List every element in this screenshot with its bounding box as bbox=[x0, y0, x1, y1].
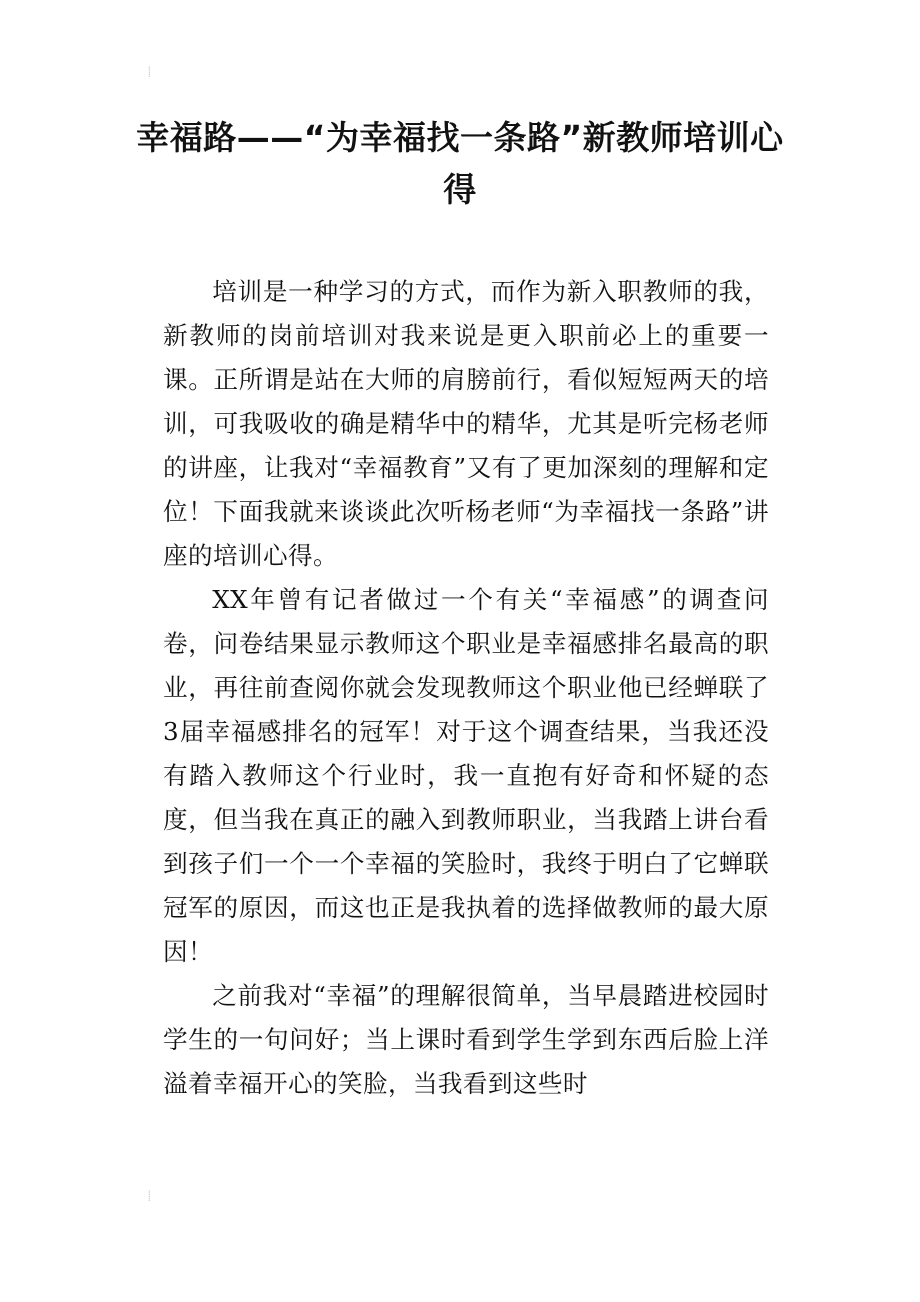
document-title: 幸福路——“为幸福找一条路”新教师培训心得 bbox=[136, 118, 784, 209]
corner-mark-icon: ⸽ bbox=[148, 67, 151, 78]
corner-mark-icon: ⸽ bbox=[148, 1191, 151, 1202]
paragraph: XX年曾有记者做过一个有关“幸福感”的调查问卷，问卷结果显示教师这个职业是幸福感排名最高的职业，再往前查阅你就会发现教师这个职业他已经蝉联了3届幸福感排名的冠军！对于这个调查结果，当我还没有踏入教师这个行业时，我一直抱有好奇和怀疑的态度，但当我在真正的融入到教师职业，当我踏上讲台看到孩子们一个一个幸福的笑脸时，我终于明白了它蝉联冠军的原因，而这也正是我执着的选择做教师的最大原因！ bbox=[163, 585, 769, 966]
document-body bbox=[163, 270, 769, 1106]
paragraph: 培训是一种学习的方式，而作为新入职教师的我，新教师的岗前培训对我来说是更入职前必上的重要一课。正所谓是站在大师的肩膀前行，看似短短两天的培训，可我吸收的确是精华中的精华，尤其是听完杨老师的讲座，让我对“幸福教育”又有了更加深刻的理解和定位！下面我就来谈谈此次听杨老师“为幸福找一条路”讲座的培训心得。 bbox=[163, 277, 769, 570]
paragraph: 之前我对“幸福”的理解很简单，当早晨踏进校园时学生的一句问好；当上课时看到学生学到东西后脸上洋溢着幸福开心的笑脸，当我看到这些时 bbox=[163, 981, 769, 1098]
